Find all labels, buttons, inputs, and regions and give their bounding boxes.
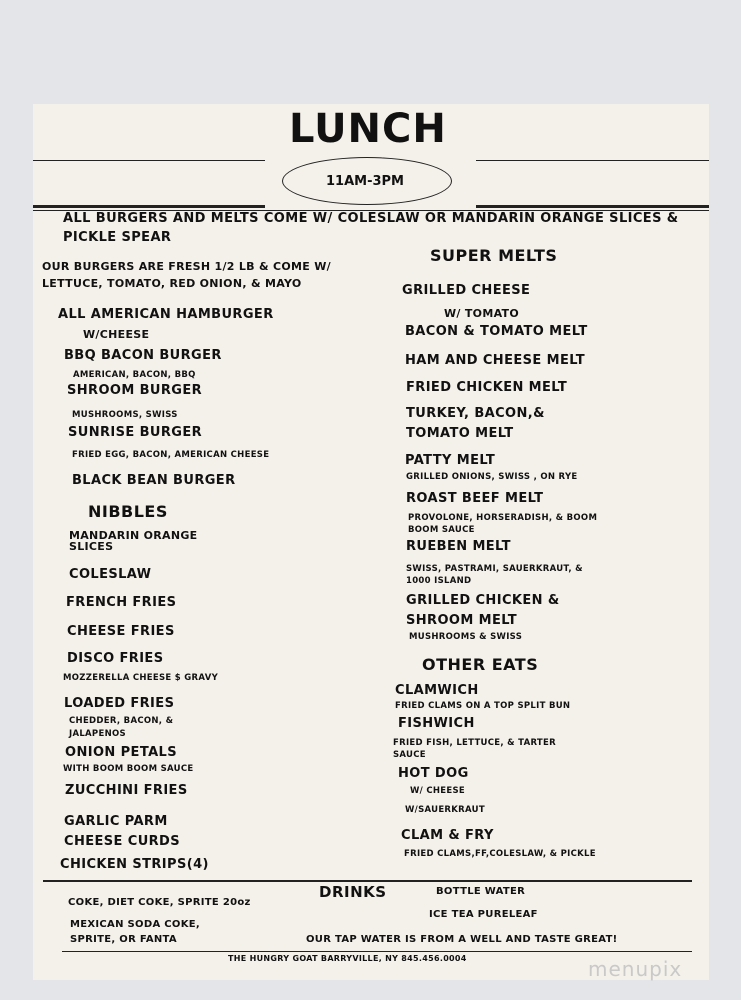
desc-clam-fry: FRIED CLAMS,FF,COLESLAW, & PICKLE: [404, 849, 596, 859]
item-roast-beef-melt: ROAST BEEF MELT: [406, 491, 544, 506]
item-all-american-hamburger: ALL AMERICAN HAMBURGER: [58, 307, 274, 322]
desc-loaded-fries-line2: JALAPENOS: [69, 729, 126, 739]
item-fishwich: FISHWICH: [398, 716, 475, 731]
footer-rule: [62, 951, 692, 952]
desc-roast-beef-line1: PROVOLONE, HORSERADISH, & BOOM: [408, 513, 598, 523]
drink-ice-tea: ICE TEA PURELEAF: [429, 909, 538, 920]
burger-note-line2: PICKLE SPEAR: [63, 230, 172, 245]
desc-shroom-burger: MUSHROOMS, SWISS: [72, 410, 178, 420]
section-super-melts-title: SUPER MELTS: [430, 246, 558, 265]
drink-tap-water-note: OUR TAP WATER IS FROM A WELL AND TASTE GREAT!: [306, 934, 618, 945]
item-rueben-melt: RUEBEN MELT: [406, 539, 511, 554]
drink-mexican-soda-line1: MEXICAN SODA COKE,: [70, 919, 200, 930]
desc-loaded-fries-line1: CHEDDER, BACON, &: [69, 716, 174, 726]
header-rule-right-thick: [476, 205, 709, 208]
item-grilled-chicken-line2: SHROOM MELT: [406, 613, 518, 628]
watermark-logo: menupix: [588, 957, 683, 981]
item-chicken-strips: CHICKEN STRIPS(4): [60, 857, 209, 872]
desc-roast-beef-line2: BOOM SAUCE: [408, 525, 475, 535]
item-mandarin-orange-line1: MANDARIN ORANGE: [69, 529, 198, 542]
item-french-fries: FRENCH FRIES: [66, 595, 177, 610]
option-with-tomato: W/ TOMATO: [444, 307, 519, 320]
item-black-bean-burger: BLACK BEAN BURGER: [72, 473, 236, 488]
fresh-note-line1: OUR BURGERS ARE FRESH 1/2 LB & COME W/: [42, 260, 331, 273]
desc-onion-petals: WITH BOOM BOOM SAUCE: [63, 764, 194, 774]
footer-address: THE HUNGRY GOAT BARRYVILLE, NY 845.456.0004: [228, 954, 467, 963]
option-hot-dog-cheese: W/ CHEESE: [410, 786, 466, 796]
fresh-note-line2: LETTUCE, TOMATO, RED ONION, & MAYO: [42, 277, 302, 290]
drinks-rule-top: [43, 880, 692, 882]
item-garlic-parm: GARLIC PARM: [64, 814, 168, 829]
hours: 11AM-3PM: [326, 174, 404, 189]
drink-bottle-water: BOTTLE WATER: [436, 886, 526, 897]
item-ham-cheese-melt: HAM AND CHEESE MELT: [405, 353, 586, 368]
item-clam-fry: CLAM & FRY: [401, 828, 494, 843]
item-mandarin-orange-line2: SLICES: [69, 540, 114, 553]
desc-fishwich-line2: SAUCE: [393, 750, 426, 760]
item-grilled-chicken-line1: GRILLED CHICKEN &: [406, 593, 560, 608]
option-with-cheese: W/CHEESE: [83, 328, 150, 341]
item-bbq-bacon-burger: BBQ BACON BURGER: [64, 348, 222, 363]
burger-note-line1: ALL BURGERS AND MELTS COME W/ COLESLAW OR MANDARIN ORANGE SLICES &: [63, 211, 679, 226]
desc-rueben-line2: 1000 ISLAND: [406, 576, 472, 586]
item-fried-chicken-melt: FRIED CHICKEN MELT: [406, 380, 568, 395]
header-rule-left: [33, 160, 265, 161]
item-onion-petals: ONION PETALS: [65, 745, 177, 760]
item-cheese-curds: CHEESE CURDS: [64, 834, 181, 849]
desc-bbq-bacon-burger: AMERICAN, BACON, BBQ: [73, 370, 196, 380]
section-drinks-title: DRINKS: [319, 883, 387, 901]
header-rule-left-thick: [33, 205, 265, 208]
item-zucchini-fries: ZUCCHINI FRIES: [65, 783, 188, 798]
item-bacon-tomato-melt: BACON & TOMATO MELT: [405, 324, 588, 339]
desc-disco-fries: MOZZERELLA CHEESE $ GRAVY: [63, 673, 219, 683]
item-cheese-fries: CHEESE FRIES: [67, 624, 175, 639]
item-clamwich: CLAMWICH: [395, 683, 479, 698]
header-rule-right: [476, 160, 709, 161]
desc-patty-melt: GRILLED ONIONS, SWISS , ON RYE: [406, 472, 578, 482]
item-patty-melt: PATTY MELT: [405, 453, 496, 468]
item-turkey-bacon-line1: TURKEY, BACON,&: [406, 406, 545, 421]
item-sunrise-burger: SUNRISE BURGER: [68, 425, 203, 440]
menu-title: LUNCH: [289, 106, 447, 152]
item-disco-fries: DISCO FRIES: [67, 651, 164, 666]
section-other-eats-title: OTHER EATS: [422, 655, 539, 674]
desc-grilled-chicken: MUSHROOMS & SWISS: [409, 632, 523, 642]
desc-sunrise-burger: FRIED EGG, BACON, AMERICAN CHEESE: [72, 450, 270, 460]
section-nibbles-title: NIBBLES: [88, 502, 168, 521]
drink-mexican-soda-line2: SPRITE, OR FANTA: [70, 934, 177, 945]
drink-coke: COKE, DIET COKE, SPRITE 20oz: [68, 897, 251, 908]
option-hot-dog-sauerkraut: W/SAUERKRAUT: [405, 805, 485, 815]
item-coleslaw: COLESLAW: [69, 567, 152, 582]
desc-clamwich: FRIED CLAMS ON A TOP SPLIT BUN: [395, 701, 571, 711]
desc-fishwich-line1: FRIED FISH, LETTUCE, & TARTER: [393, 738, 556, 748]
item-turkey-bacon-line2: TOMATO MELT: [406, 426, 514, 441]
item-loaded-fries: LOADED FRIES: [64, 696, 175, 711]
item-hot-dog: HOT DOG: [398, 766, 469, 781]
desc-rueben-line1: SWISS, PASTRAMI, SAUERKRAUT, &: [406, 564, 583, 574]
item-grilled-cheese: GRILLED CHEESE: [402, 283, 531, 298]
item-shroom-burger: SHROOM BURGER: [67, 383, 203, 398]
